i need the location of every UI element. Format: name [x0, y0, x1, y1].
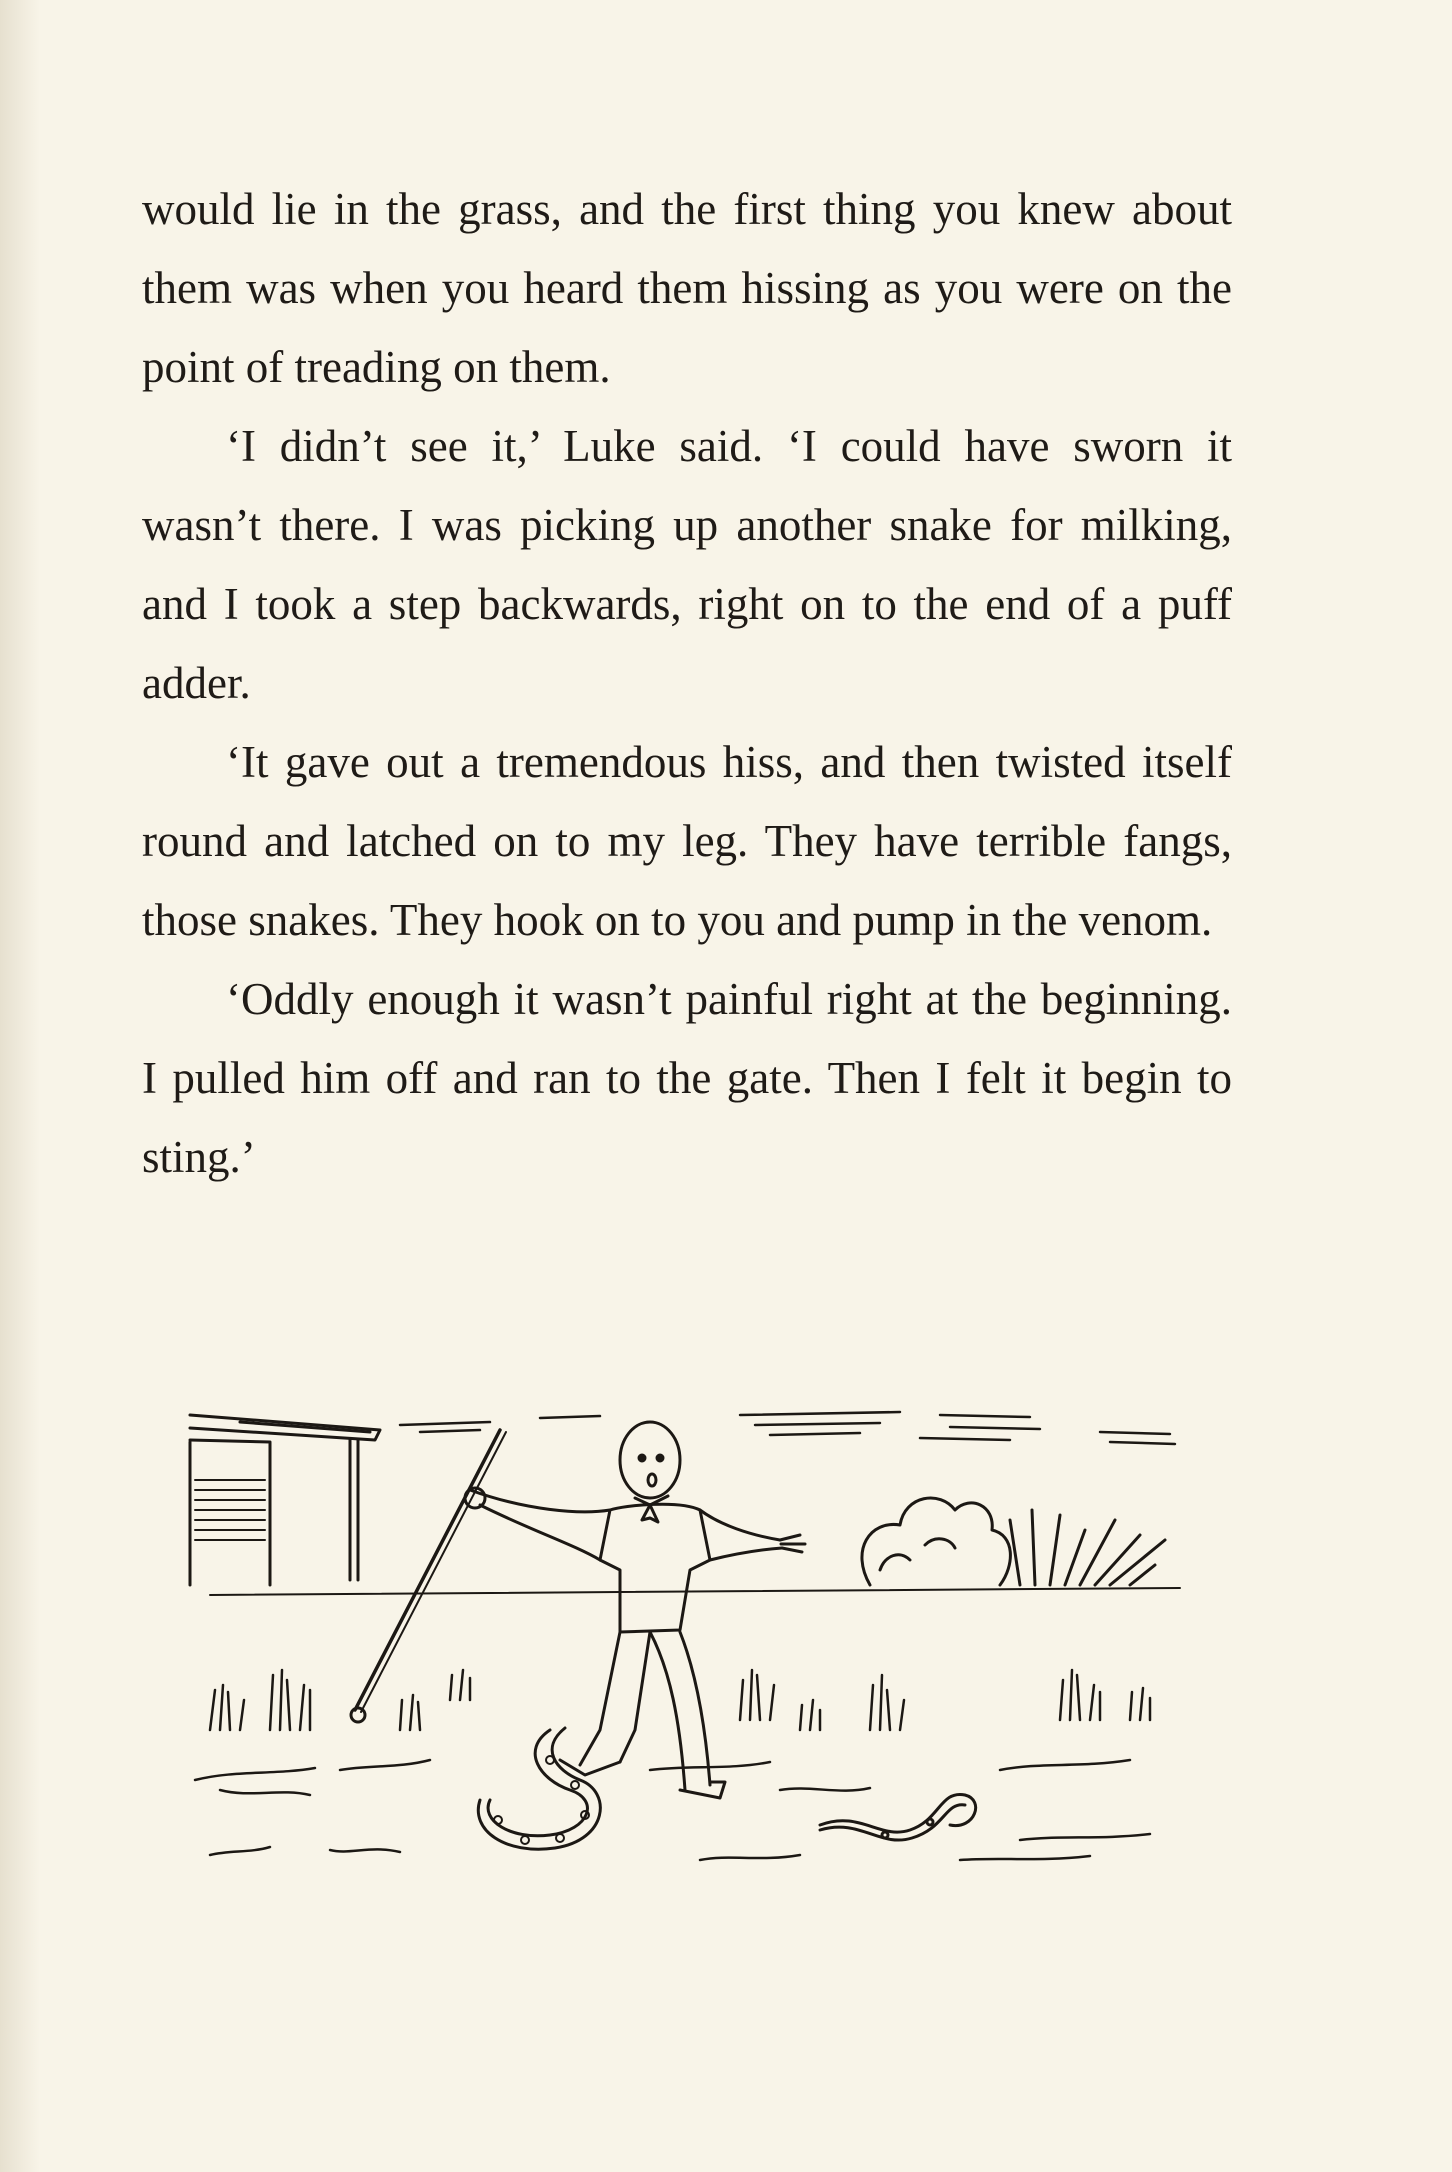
paragraph-2: ‘I didn’t see it,’ Luke said. ‘I could have sworn it wasn’t there. I was picking up another snake for milking, and I took a step backwards, right on to the end of a puff adder. [142, 421, 1232, 708]
boy-figure [351, 1422, 805, 1798]
sky-hatching [400, 1412, 1175, 1444]
paragraph-3: ‘It gave out a tremendous hiss, and then twisted itself round and latched on to my leg. They have terrible fangs, those snakes. They hook on to you and pump in the venom. [142, 737, 1232, 945]
snake-bite-illustration [180, 1370, 1200, 1890]
puff-adder-drawing [478, 1728, 600, 1849]
horizon-line [210, 1588, 1180, 1595]
shed-drawing [190, 1415, 380, 1585]
page-edge-shadow [0, 0, 40, 2172]
paragraph-4: ‘Oddly enough it wasn’t painful right at the beginning. I pulled him off and ran to the gate. Then I felt it begin to sting.’ [142, 974, 1232, 1182]
ground-snake-drawing [820, 1794, 976, 1840]
paragraph-1: would lie in the grass, and the first thing you knew about them was when you heard them hissing as you were on the point of treading on them. [142, 184, 1232, 392]
body-text [142, 170, 1232, 1197]
bush-drawing [862, 1498, 1165, 1585]
